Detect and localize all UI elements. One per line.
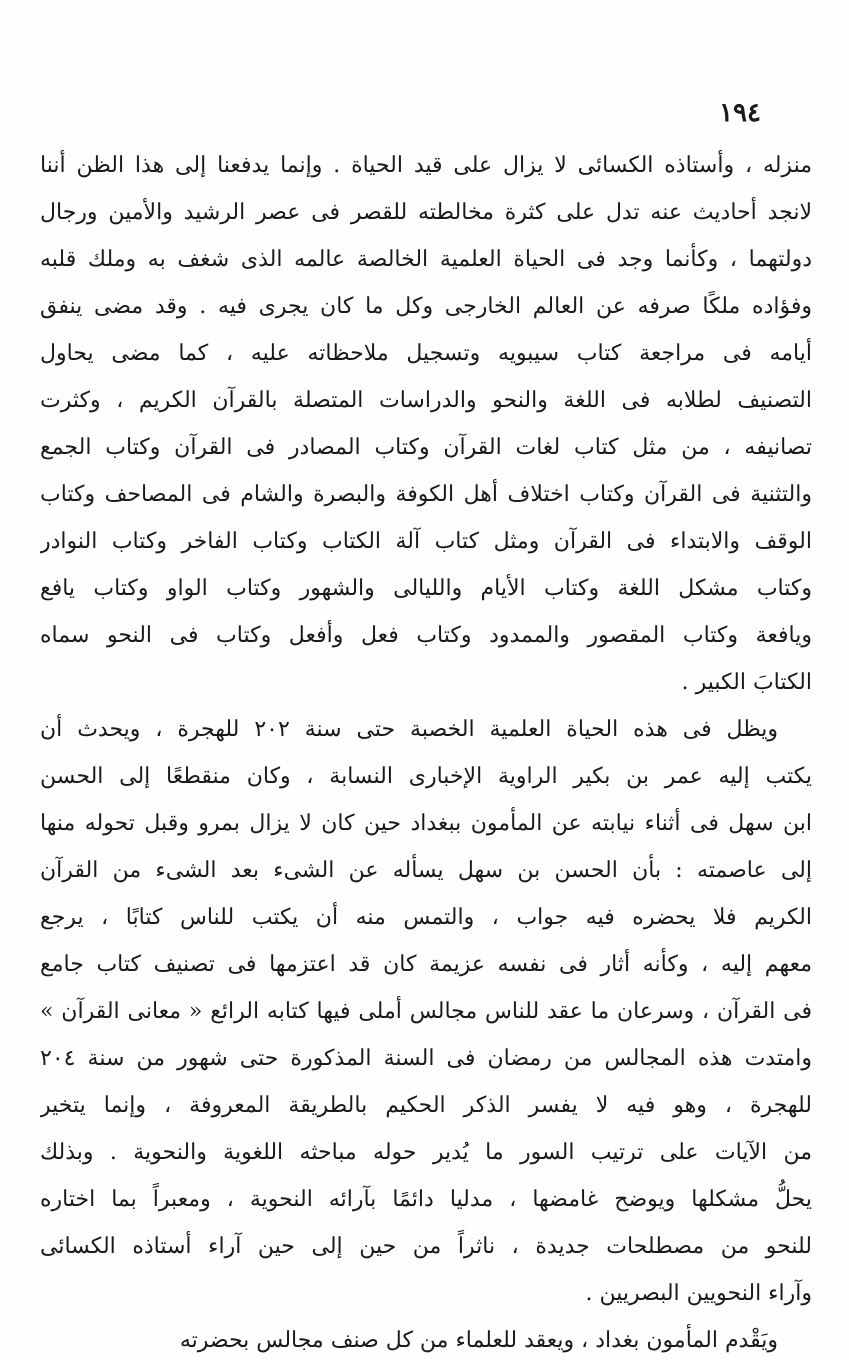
paragraph (40, 1317, 812, 1364)
text-line: إلى عاصمته : بأن الحسن بن سهل يسأله عن الشىء بعد الشىء من القرآن (40, 858, 812, 883)
body-text (40, 142, 812, 1364)
text-line: فى القرآن ، وسرعان ما عقد للناس مجالس أملى فيها كتابه الرائع « معانى القرآن » (40, 999, 812, 1024)
text-line: يكتب إليه عمر بن بكير الراوية الإخبارى النسابة ، وكان منقطعًا إلى الحسن (40, 764, 812, 789)
text-line: للهجرة ، وهو فيه لا يفسر الذكر الحكيم بالطريقة المعروفة ، وإنما يتخير (40, 1093, 812, 1118)
text-line: ويظل فى هذه الحياة العلمية الخصبة حتى سنة ٢٠٢ للهجرة ، ويحدث أن (40, 717, 778, 742)
text-line: أيامه فى مراجعة كتاب سيبويه وتسجيل ملاحظاته عليه ، كما مضى يحاول (40, 341, 812, 366)
paragraph (40, 142, 812, 706)
text-line: ويَقْدم المأمون بغداد ، ويعقد للعلماء من كل صنف مجالس بحضرته (179, 1328, 778, 1353)
text-line: معهم إليه ، وكأنه أثار فى نفسه عزيمة كان قد اعتزمها فى تصنيف كتاب جامع (40, 952, 812, 977)
text-line: الكتابَ الكبير . (681, 670, 812, 695)
paragraph (40, 706, 812, 1317)
text-line: ابن سهل فى أثناء نيابته عن المأمون ببغداد حين كان لا يزال بمرو وقبل تحوله منها (40, 811, 812, 836)
text-line: التصنيف لطلابه فى اللغة والنحو والدراسات المتصلة بالقرآن الكريم ، وكثرت (40, 388, 812, 413)
text-line: للنحو من مصطلحات جديدة ، ناثراً من حين إلى حين آراء أستاذه الكسائى (40, 1234, 812, 1259)
text-line: الوقف والابتداء فى القرآن ومثل كتاب آلة الكتاب وكتاب الفاخر وكتاب النوادر (40, 529, 812, 554)
text-line: تصانيفه ، من مثل كتاب لغات القرآن وكتاب المصادر فى القرآن وكتاب الجمع (40, 435, 812, 460)
text-line: من الآيات على ترتيب السور ما يُدير حوله مباحثه اللغوية والنحوية . وبذلك (40, 1140, 812, 1165)
text-line: وآراء النحويين البصريين . (585, 1281, 812, 1306)
page-number: ١٩٤ (719, 98, 761, 128)
text-line: لانجد أحاديث عنه تدل على كثرة مخالطته للقصر فى عصر الرشيد والأمين ورجال (40, 200, 812, 225)
text-line: الكريم فلا يحضره فيه جواب ، والتمس منه أن يكتب للناس كتابًا ، يرجع (40, 905, 812, 930)
text-line: ويافعة وكتاب المقصور والممدود وكتاب فعل وأفعل وكتاب فى النحو سماه (40, 623, 812, 648)
text-line: منزله ، وأستاذه الكسائى لا يزال على قيد الحياة . وإنما يدفعنا إلى هذا الظن أننا (40, 153, 812, 178)
text-line: دولتهما ، وكأنما وجد فى الحياة العلمية الخالصة عالمه الذى شغف به وملك قلبه (40, 247, 812, 272)
text-line: وفؤاده ملكًا صرفه عن العالم الخارجى وكل ما كان يجرى فيه . وقد مضى ينفق (40, 294, 812, 319)
text-line: وامتدت هذه المجالس من رمضان فى السنة المذكورة حتى شهور من سنة ٢٠٤ (40, 1046, 812, 1071)
text-line: يحلُّ مشكلها ويوضح غامضها ، مدليا دائمًا بآرائه النحوية ، ومعبراً بما اختاره (40, 1187, 812, 1212)
text-line: وكتاب مشكل اللغة وكتاب الأيام والليالى والشهور وكتاب الواو وكتاب يافع (40, 576, 812, 601)
text-line: والتثنية فى القرآن وكتاب اختلاف أهل الكوفة والبصرة والشام فى المصاحف وكتاب (40, 482, 812, 507)
